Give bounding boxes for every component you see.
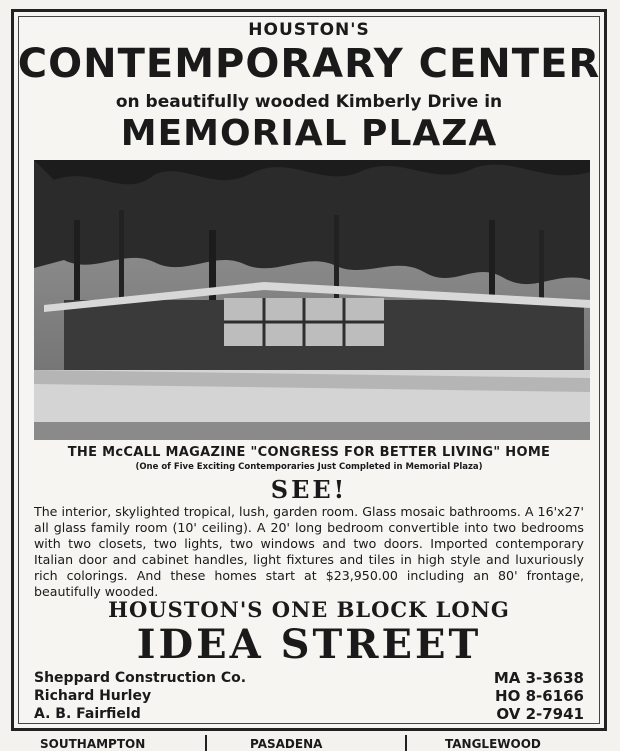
see-heading: SEE!: [270, 475, 348, 504]
description-text: The interior, skylighted tropical, lush, garden room. Glass mosaic bathrooms. A 16'x27' all glass family room (10' ceiling). A 20' long bedroom convertible into two bedrooms with two closets, two lights, two windows and two doors. Imported contemporary Italian door and cabinet handles, light fixtures and tiles in high style and luxuriously rich colorings. And these homes start at $23,950.00 including an 80' frontage, beautifully wooded.: [34, 504, 584, 599]
contact-name: Sheppard Construction Co.: [34, 670, 247, 686]
next-ad-label: PASADENA: [250, 737, 323, 751]
caption-subtitle: (One of Five Exciting Contemporaries Just Completed in Memorial Plaza): [135, 462, 483, 472]
idea-street-kicker: HOUSTON'S ONE BLOCK LONG: [108, 597, 510, 622]
phone-list: [494, 669, 584, 723]
phone-number: MA 3-3638: [493, 669, 584, 687]
contact-name: A. B. Fairfield: [34, 706, 141, 722]
advertisement: [11, 9, 607, 731]
idea-street-title: IDEA STREET: [136, 621, 482, 668]
phone-number: HO 8-6166: [495, 687, 584, 705]
contacts-list: [34, 669, 246, 723]
headline-subtitle: on beautifully wooded Kimberly Drive in: [115, 92, 503, 112]
next-ad-label: SOUTHAMPTON: [40, 737, 146, 751]
next-ads-strip: [0, 735, 620, 751]
headline-plaza: MEMORIAL PLAZA: [120, 113, 498, 154]
house-photo-illustration: [34, 160, 590, 440]
contact-name: Richard Hurley: [34, 688, 152, 704]
caption-title: THE McCALL MAGAZINE "CONGRESS FOR BETTER LIVING" HOME: [67, 445, 551, 460]
phone-number: OV 2-7941: [496, 705, 584, 723]
strip-divider: [405, 735, 407, 751]
strip-divider: [205, 735, 207, 751]
headline-main: CONTEMPORARY CENTER: [17, 41, 601, 87]
headline-kicker: HOUSTON'S: [248, 20, 370, 40]
house-photo: [34, 160, 590, 440]
next-ad-label: TANGLEWOOD: [445, 737, 541, 751]
